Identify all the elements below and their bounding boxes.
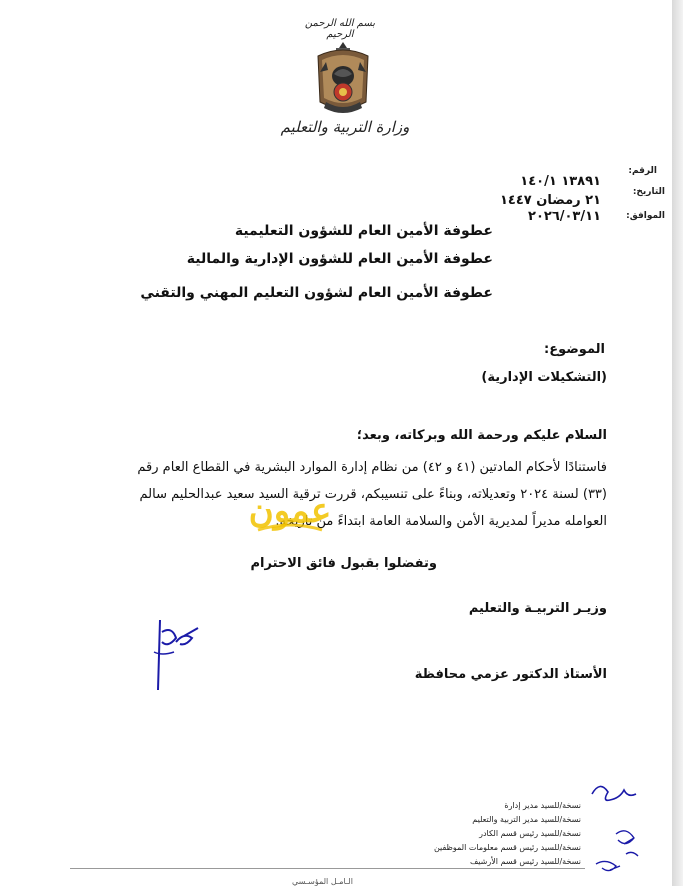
gregorian-date: ٢٠٢٦/٠٣/١١ [528, 209, 601, 224]
greeting: السلام عليكم ورحمة الله وبركاته، وبعد؛ [356, 428, 607, 443]
ref-number: ١٣٨٩١ ١٤٠/١ [520, 174, 601, 189]
letter-body [83, 454, 607, 535]
cc-line-2: نسخة/للسيد مدير التربية والتعليم [472, 815, 581, 824]
cc-line-3: نسخة/للسيد رئيس قسم الكادر [479, 829, 581, 838]
minister-name: الأستاذ الدكتور عزمي محافظة [414, 667, 607, 682]
addressee-2: عطوفة الأمين العام للشؤون الإدارية والمالية [186, 251, 493, 267]
cc-line-5: نسخة/للسيد رئيس قسم الأرشيف [469, 857, 581, 866]
footer-divider [70, 868, 585, 869]
subject-text: (التشكيلات الإدارية) [481, 370, 607, 385]
initials-signature-icon [586, 774, 646, 884]
cc-line-1: نسخة/للسيد مدير إدارة [504, 801, 581, 810]
watermark-logo-icon [250, 480, 330, 540]
ref-label: الرقم: [628, 166, 657, 176]
minister-title: وزيـر التربيـة والتعليم [468, 601, 607, 616]
subject-label: الموضوع: [544, 342, 605, 357]
corresponding-label: الموافق: [626, 211, 665, 221]
cc-line-4: نسخة/للسيد رئيس قسم معلومات الموظفين [433, 843, 581, 852]
coat-of-arms-icon [312, 40, 374, 118]
body-line-1: فاستنادًا لأحكام المادتين (٤١ و ٤٢) من نظام إدارة الموارد البشرية في القطاع العام رقم [137, 460, 607, 475]
footer-text: الـامـل المؤسـسي [292, 877, 353, 886]
page-edge-shadow [672, 0, 683, 886]
body-line-2: (٣٣) لسنة ٢٠٢٤ وتعديلاته، وبناءً على تنسيبكم، قررت ترقية السيد سعيد عبدالحليم سالم [139, 487, 607, 502]
addressee-1: عطوفة الأمين العام للشؤون التعليمية [234, 223, 493, 239]
handwritten-signature-icon [140, 612, 210, 702]
watermark-text: عمون [248, 491, 332, 531]
addressee-3: عطوفة الأمين العام لشؤون التعليم المهني والتقني [140, 285, 493, 301]
date-label: التاريخ: [632, 187, 665, 197]
closing-phrase: وتفضلوا بقبول فائق الاحترام [250, 556, 437, 571]
hijri-date: ٢١ رمضان ١٤٤٧ [500, 193, 601, 208]
body-line-3: العوامله مديراً لمديرية الأمن والسلامة العامة ابتداءً من تاريخه. [275, 514, 607, 529]
ministry-name: وزارة التربية والتعليم [280, 118, 410, 136]
basmala: بسم الله الرحمن الرحيم [304, 18, 376, 40]
